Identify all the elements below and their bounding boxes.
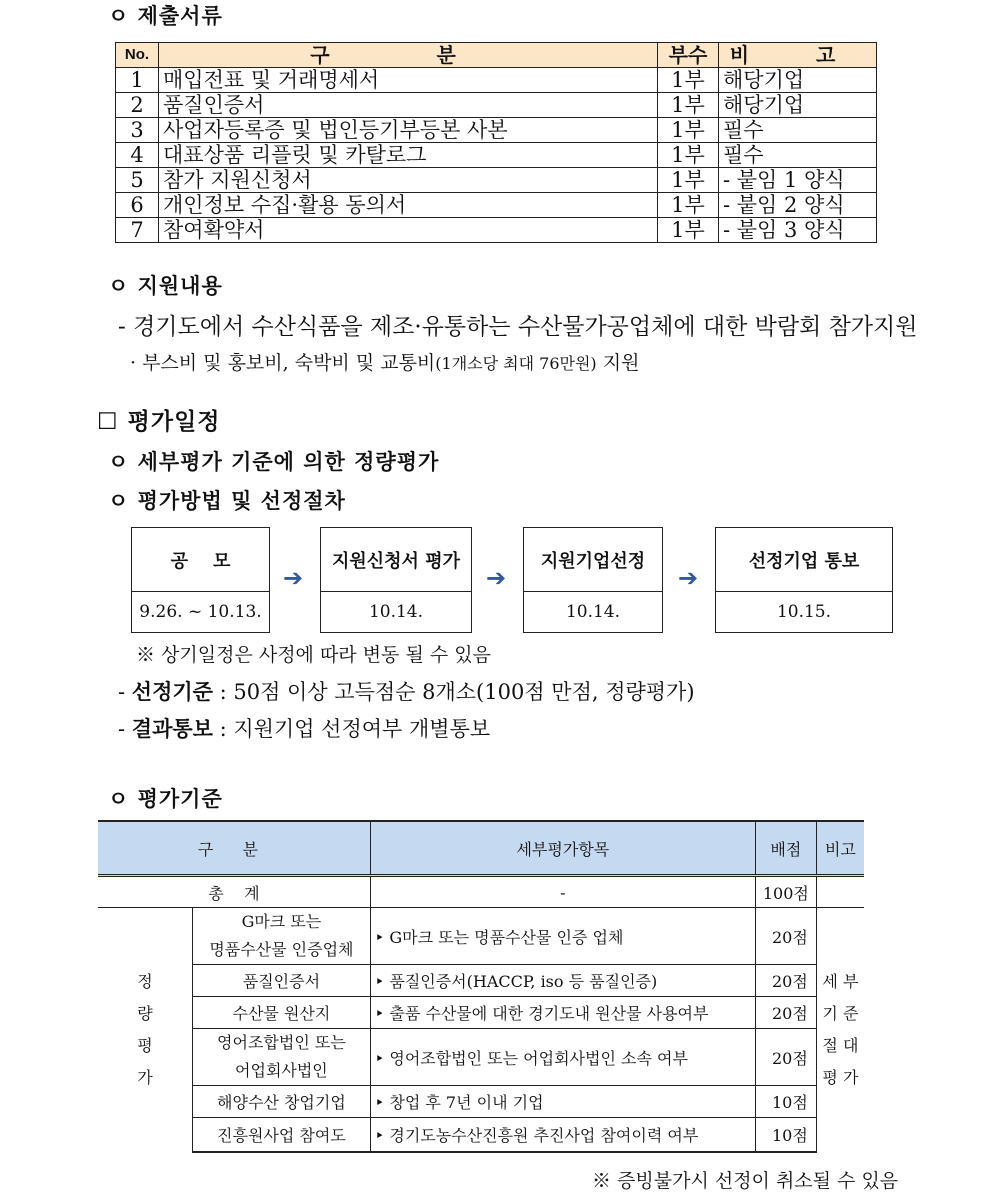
row-item: 개인정보 수집·활용 동의서 bbox=[159, 193, 658, 218]
row-note: - 붙임 3 양식 bbox=[719, 218, 877, 243]
criteria-item bbox=[370, 997, 755, 1029]
criteria-category: G마크 또는 명품수산물 인증업체 bbox=[193, 908, 371, 965]
row-no: 7 bbox=[116, 218, 159, 243]
criteria-category: 수산물 원산지 bbox=[193, 997, 371, 1029]
criteria-item bbox=[370, 1029, 755, 1086]
support-line-2-end: 지원 bbox=[596, 352, 640, 374]
flow-step-date: 10.14. bbox=[565, 602, 621, 622]
triangle-bullet-icon: ‣ bbox=[374, 1125, 385, 1145]
criteria-category: 품질인증서 bbox=[193, 965, 371, 997]
criteria-score: 20점 bbox=[755, 965, 816, 997]
row-no: 2 bbox=[116, 93, 159, 118]
col-qty: 부수 bbox=[658, 43, 719, 68]
criteria-score: 10점 bbox=[755, 1118, 816, 1152]
support-heading: ㅇ 지원내용 bbox=[108, 274, 223, 298]
row-item: 품질인증서 bbox=[159, 93, 658, 118]
row-no: 5 bbox=[116, 168, 159, 193]
criteria-category: 해양수산 창업기업 bbox=[193, 1086, 371, 1118]
submit-docs-table bbox=[115, 42, 877, 243]
row-qty: 1부 bbox=[658, 93, 719, 118]
table-header-row bbox=[116, 43, 877, 68]
flow-step-title: 지원신청서 평가 bbox=[321, 528, 471, 592]
table-row bbox=[98, 1086, 864, 1118]
col-item: 구 분 bbox=[159, 43, 658, 68]
row-note: - 붙임 1 양식 bbox=[719, 168, 877, 193]
support-line-2 bbox=[130, 348, 639, 375]
table-row bbox=[116, 118, 877, 143]
criteria-score: 20점 bbox=[755, 1029, 816, 1086]
col-score: 배점 bbox=[755, 821, 816, 876]
arrow-right-icon: ➔ bbox=[486, 564, 507, 592]
col-note: 비 고 bbox=[719, 43, 877, 68]
remark-label: 세 부 기 준 절 대 평 가 bbox=[822, 971, 859, 1087]
result-notice-text: : 지원기업 선정여부 개별통보 bbox=[212, 717, 491, 741]
table-row bbox=[98, 997, 864, 1029]
table-row bbox=[116, 168, 877, 193]
flow-step-3 bbox=[523, 527, 663, 633]
criteria-item bbox=[370, 908, 755, 965]
support-line-2-main: · 부스비 및 홍보비, 숙박비 및 교통비 bbox=[130, 352, 436, 374]
col-item: 세부평가항목 bbox=[370, 821, 755, 876]
row-note: 필수 bbox=[719, 118, 877, 143]
arrow-right-icon: ➔ bbox=[678, 564, 699, 592]
result-notice-label: 결과통보 bbox=[131, 716, 213, 741]
row-qty: 1부 bbox=[658, 143, 719, 168]
table-header-row bbox=[98, 821, 864, 876]
row-qty: 1부 bbox=[658, 218, 719, 243]
total-item: - bbox=[370, 876, 755, 908]
triangle-bullet-icon: ‣ bbox=[374, 927, 385, 947]
row-item: 대표상품 리플릿 및 카탈로그 bbox=[159, 143, 658, 168]
criteria-score: 20점 bbox=[755, 908, 816, 965]
row-no: 4 bbox=[116, 143, 159, 168]
schedule-heading: ☐ 평가일정 bbox=[97, 409, 221, 435]
row-no: 3 bbox=[116, 118, 159, 143]
triangle-bullet-icon: ‣ bbox=[374, 972, 385, 991]
criteria-item bbox=[370, 1086, 755, 1118]
selection-criteria-text: : 50점 이상 고득점순 8개소(100점 만점, 정량평가) bbox=[212, 680, 695, 704]
triangle-bullet-icon: ‣ bbox=[374, 1093, 385, 1112]
flow-step-title: 지원기업선정 bbox=[524, 528, 662, 592]
table-row bbox=[98, 965, 864, 997]
row-item: 참여확약서 bbox=[159, 218, 658, 243]
flow-step-date: 10.15. bbox=[776, 602, 832, 622]
selection-criteria-label: 선정기준 bbox=[131, 679, 213, 704]
row-no: 1 bbox=[116, 68, 159, 93]
table-row bbox=[116, 93, 877, 118]
square-bullet-icon: ☐ bbox=[97, 409, 119, 435]
support-line-1: - 경기도에서 수산식품을 제조·유통하는 수산물가공업체에 대한 박람회 참가지원 bbox=[118, 314, 918, 340]
table-row-total bbox=[98, 876, 864, 908]
row-item: 참가 지원신청서 bbox=[159, 168, 658, 193]
criteria-item bbox=[370, 1118, 755, 1152]
criteria-item-text: 영어조합법인 또는 어업회사법인 소속 여부 bbox=[389, 1048, 688, 1068]
table-row bbox=[98, 1029, 864, 1086]
row-note: 해당기업 bbox=[719, 68, 877, 93]
support-line-2-detail: (1개소당 최대 76만원) bbox=[435, 354, 597, 373]
table-row bbox=[116, 218, 877, 243]
col-category: 구 분 bbox=[98, 821, 370, 876]
row-note: 필수 bbox=[719, 143, 877, 168]
row-item: 사업자등록증 및 법인등기부등본 사본 bbox=[159, 118, 658, 143]
result-notice: - 결과통보 : 지원기업 선정여부 개별통보 bbox=[118, 716, 491, 741]
flow-step-2 bbox=[320, 527, 472, 633]
criteria-item bbox=[370, 965, 755, 997]
table-row bbox=[98, 908, 864, 965]
circle-bullet-icon: ㅇ bbox=[108, 787, 130, 811]
schedule-item-1: ㅇ 세부평가 기준에 의한 정량평가 bbox=[108, 450, 440, 474]
row-note: 해당기업 bbox=[719, 93, 877, 118]
evaluation-footnote: ※ 증빙불가시 선정이 취소될 수 있음 bbox=[592, 1170, 899, 1192]
row-qty: 1부 bbox=[658, 168, 719, 193]
triangle-bullet-icon: ‣ bbox=[374, 1048, 385, 1068]
remark-cell bbox=[816, 908, 864, 1152]
selection-criteria: - 선정기준 : 50점 이상 고득점순 8개소(100점 만점, 정량평가) bbox=[118, 679, 695, 704]
circle-bullet-icon: ㅇ bbox=[108, 4, 130, 28]
row-item: 매입전표 및 거래명세서 bbox=[159, 68, 658, 93]
row-qty: 1부 bbox=[658, 193, 719, 218]
criteria-item-text: 창업 후 7년 이내 기업 bbox=[389, 1093, 544, 1112]
criteria-item-text: 품질인증서(HACCP, iso 등 품질인증) bbox=[389, 972, 658, 991]
table-row bbox=[116, 143, 877, 168]
evaluation-heading: ㅇ 평가기준 bbox=[108, 787, 223, 811]
criteria-score: 10점 bbox=[755, 1086, 816, 1118]
flow-step-title: 공 모 bbox=[132, 528, 269, 592]
row-no: 6 bbox=[116, 193, 159, 218]
table-row bbox=[116, 193, 877, 218]
flow-step-1 bbox=[131, 527, 270, 633]
total-score: 100점 bbox=[755, 876, 816, 908]
flow-step-date: 10.14. bbox=[368, 602, 424, 622]
group-label: 정 량 평 가 bbox=[137, 971, 153, 1087]
total-remark bbox=[816, 876, 864, 908]
circle-bullet-icon: ㅇ bbox=[108, 274, 130, 298]
circle-bullet-icon: ㅇ bbox=[108, 489, 130, 513]
row-note: - 붙임 2 양식 bbox=[719, 193, 877, 218]
schedule-item-2: ㅇ 평가방법 및 선정절차 bbox=[108, 489, 346, 513]
criteria-score: 20점 bbox=[755, 997, 816, 1029]
criteria-item-text: G마크 또는 명품수산물 인증 업체 bbox=[389, 927, 624, 947]
table-row bbox=[116, 68, 877, 93]
table-row bbox=[98, 1118, 864, 1152]
flow-step-date: 9.26. ~ 10.13. bbox=[139, 602, 262, 622]
arrow-right-icon: ➔ bbox=[283, 564, 304, 592]
criteria-item-text: 출품 수산물에 대한 경기도내 원산물 사용여부 bbox=[389, 1004, 709, 1023]
criteria-item-text: 경기도농수산진흥원 추진사업 참여이력 여부 bbox=[389, 1125, 699, 1145]
circle-bullet-icon: ㅇ bbox=[108, 450, 130, 474]
group-label-cell bbox=[98, 908, 193, 1152]
col-remark: 비고 bbox=[816, 821, 864, 876]
row-qty: 1부 bbox=[658, 68, 719, 93]
evaluation-table bbox=[98, 820, 864, 1153]
flow-step-title: 선정기업 통보 bbox=[716, 528, 892, 592]
col-no: No. bbox=[116, 43, 159, 68]
total-label: 총 계 bbox=[98, 876, 370, 908]
flow-step-4 bbox=[715, 527, 893, 633]
triangle-bullet-icon: ‣ bbox=[374, 1004, 385, 1023]
submit-heading: ㅇ 제출서류 bbox=[108, 4, 223, 28]
row-qty: 1부 bbox=[658, 118, 719, 143]
criteria-category: 진흥원사업 참여도 bbox=[193, 1118, 371, 1152]
criteria-category: 영어조합법인 또는 어업회사법인 bbox=[193, 1029, 371, 1086]
schedule-note: ※ 상기일정은 사정에 따라 변동 될 수 있음 bbox=[136, 644, 491, 666]
